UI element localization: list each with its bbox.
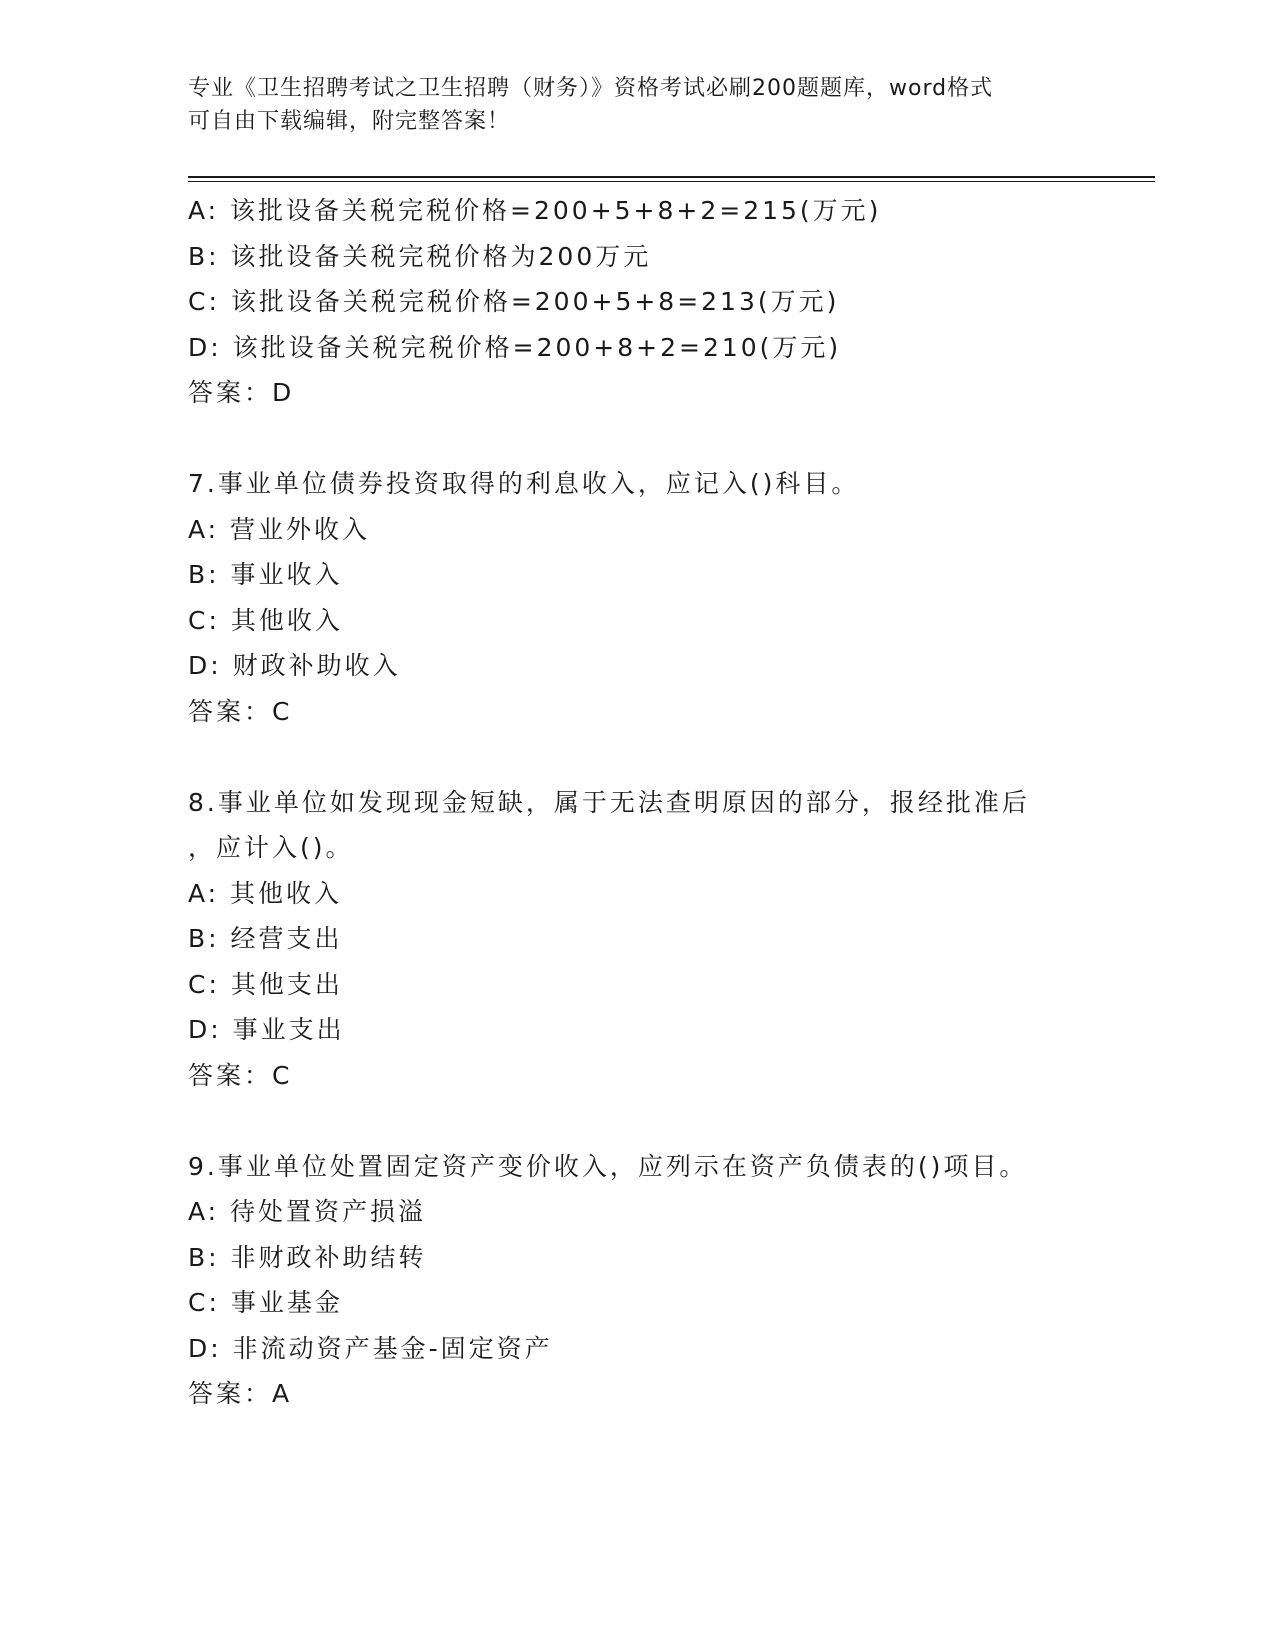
answer-line: 答案：C	[188, 1060, 293, 1090]
option-d: D: 事业支出	[188, 1015, 345, 1044]
option-c: C: 该批设备关税完税价格=200+5+8=213(万元)	[188, 287, 840, 316]
question-stem: 9.事业单位处置固定资产变价收入，应列示在资产负债表的()项目。	[188, 1151, 1028, 1181]
spacer	[188, 1098, 1138, 1144]
document-header	[188, 72, 1088, 138]
option-d: D: 财政补助收入	[188, 651, 401, 680]
answer-line: 答案：C	[188, 696, 293, 726]
header-line-1: 专业《卫生招聘考试之卫生招聘（财务）》资格考试必刷200题题库，word格式	[188, 76, 994, 101]
question-stem-continued: ，应计入()。	[188, 833, 354, 862]
option-b: B: 经营支出	[188, 924, 343, 953]
spacer	[188, 734, 1138, 780]
question-stem: 8.事业单位如发现现金短缺，属于无法查明原因的部分，报经批准后	[188, 787, 1030, 817]
question-6-continued	[188, 188, 1138, 416]
option-b: B: 非财政补助结转	[188, 1242, 427, 1272]
option-c: C: 其他支出	[188, 969, 343, 999]
option-c: C: 事业基金	[188, 1288, 343, 1317]
option-d: D: 非流动资产基金-固定资产	[188, 1333, 553, 1363]
spacer	[188, 416, 1138, 462]
question-8	[188, 780, 1138, 1099]
question-stem: 7.事业单位债券投资取得的利息收入，应记入()科目。	[188, 469, 860, 498]
answer-line: 答案：D	[188, 378, 295, 407]
question-list	[188, 188, 1138, 1417]
option-a: A: 该批设备关税完税价格=200+5+8+2=215(万元)	[188, 196, 882, 225]
option-a: A: 其他收入	[188, 878, 343, 908]
option-d: D: 该批设备关税完税价格=200+8+2=210(万元)	[188, 332, 842, 362]
question-9	[188, 1144, 1138, 1417]
header-divider	[188, 176, 1155, 182]
header-line-2: 可自由下载编辑，附完整答案！	[188, 109, 511, 134]
option-a: A: 营业外收入	[188, 514, 371, 544]
option-b: B: 该批设备关税完税价格为200万元	[188, 241, 652, 271]
option-b: B: 事业收入	[188, 560, 343, 589]
option-c: C: 其他收入	[188, 605, 343, 635]
answer-line: 答案：A	[188, 1379, 293, 1408]
question-7	[188, 461, 1138, 734]
option-a: A: 待处置资产损溢	[188, 1197, 427, 1226]
